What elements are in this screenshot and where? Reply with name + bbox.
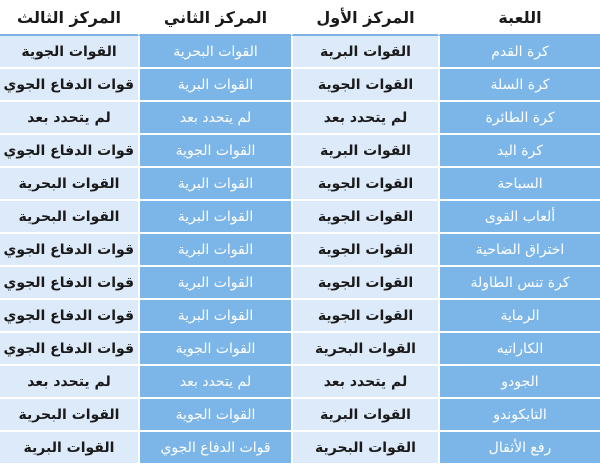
- table-row: [0, 201, 600, 234]
- cell-third-place: القوات البحرية: [0, 399, 138, 432]
- table-body: [0, 36, 600, 465]
- cell-second-place: القوات البرية: [138, 267, 291, 300]
- header-game: اللعبة: [438, 0, 600, 36]
- table-row: [0, 234, 600, 267]
- cell-third-place: لم يتحدد بعد: [0, 366, 138, 399]
- cell-game: كرة السلة: [438, 69, 600, 102]
- cell-first-place: القوات الجوية: [291, 69, 438, 102]
- table-row: [0, 366, 600, 399]
- cell-game: ألعاب القوى: [438, 201, 600, 234]
- cell-second-place: القوات البرية: [138, 201, 291, 234]
- cell-second-place: القوات البحرية: [138, 36, 291, 69]
- cell-second-place: القوات البرية: [138, 300, 291, 333]
- cell-game: اختراق الضاحية: [438, 234, 600, 267]
- cell-third-place: القوات البرية: [0, 432, 138, 465]
- cell-first-place: القوات البرية: [291, 36, 438, 69]
- header-third-place: المركز الثالث: [0, 0, 138, 36]
- header-row: [0, 0, 600, 36]
- cell-game: الرماية: [438, 300, 600, 333]
- table-row: [0, 135, 600, 168]
- cell-game: الكاراتيه: [438, 333, 600, 366]
- cell-second-place: قوات الدفاع الجوي: [138, 432, 291, 465]
- cell-first-place: القوات البحرية: [291, 333, 438, 366]
- cell-second-place: القوات البرية: [138, 69, 291, 102]
- cell-second-place: القوات البرية: [138, 168, 291, 201]
- table-row: [0, 267, 600, 300]
- table-row: [0, 399, 600, 432]
- cell-third-place: قوات الدفاع الجوي: [0, 333, 138, 366]
- cell-first-place: القوات البرية: [291, 135, 438, 168]
- cell-third-place: قوات الدفاع الجوي: [0, 234, 138, 267]
- cell-third-place: القوات البحرية: [0, 201, 138, 234]
- cell-first-place: القوات البحرية: [291, 432, 438, 465]
- cell-first-place: لم يتحدد بعد: [291, 366, 438, 399]
- table-row: [0, 333, 600, 366]
- cell-second-place: القوات الجوية: [138, 135, 291, 168]
- cell-third-place: قوات الدفاع الجوي: [0, 267, 138, 300]
- cell-third-place: قوات الدفاع الجوي: [0, 69, 138, 102]
- header-second-place: المركز الثاني: [138, 0, 291, 36]
- table-row: [0, 300, 600, 333]
- cell-third-place: القوات البحرية: [0, 168, 138, 201]
- cell-second-place: القوات الجوية: [138, 399, 291, 432]
- table-row: [0, 432, 600, 465]
- header-first-place: المركز الأول: [291, 0, 438, 36]
- cell-first-place: القوات البرية: [291, 399, 438, 432]
- cell-third-place: لم يتحدد بعد: [0, 102, 138, 135]
- cell-first-place: لم يتحدد بعد: [291, 102, 438, 135]
- cell-game: كرة اليد: [438, 135, 600, 168]
- cell-game: كرة تنس الطاولة: [438, 267, 600, 300]
- cell-first-place: القوات الجوية: [291, 201, 438, 234]
- cell-game: التايكوندو: [438, 399, 600, 432]
- cell-first-place: القوات الجوية: [291, 168, 438, 201]
- cell-third-place: قوات الدفاع الجوي: [0, 135, 138, 168]
- table-row: [0, 102, 600, 135]
- cell-third-place: قوات الدفاع الجوي: [0, 300, 138, 333]
- table-header: [0, 0, 600, 36]
- table-row: [0, 69, 600, 102]
- table-row: [0, 168, 600, 201]
- cell-second-place: القوات البرية: [138, 234, 291, 267]
- cell-second-place: لم يتحدد بعد: [138, 102, 291, 135]
- cell-game: الجودو: [438, 366, 600, 399]
- cell-game: السباحة: [438, 168, 600, 201]
- cell-game: كرة الطائرة: [438, 102, 600, 135]
- cell-first-place: القوات الجوية: [291, 267, 438, 300]
- cell-game: رفع الأثقال: [438, 432, 600, 465]
- cell-second-place: لم يتحدد بعد: [138, 366, 291, 399]
- cell-game: كرة القدم: [438, 36, 600, 69]
- cell-third-place: القوات الجوية: [0, 36, 138, 69]
- cell-second-place: القوات الجوية: [138, 333, 291, 366]
- cell-first-place: القوات الجوية: [291, 234, 438, 267]
- table-row: [0, 36, 600, 69]
- cell-first-place: القوات الجوية: [291, 300, 438, 333]
